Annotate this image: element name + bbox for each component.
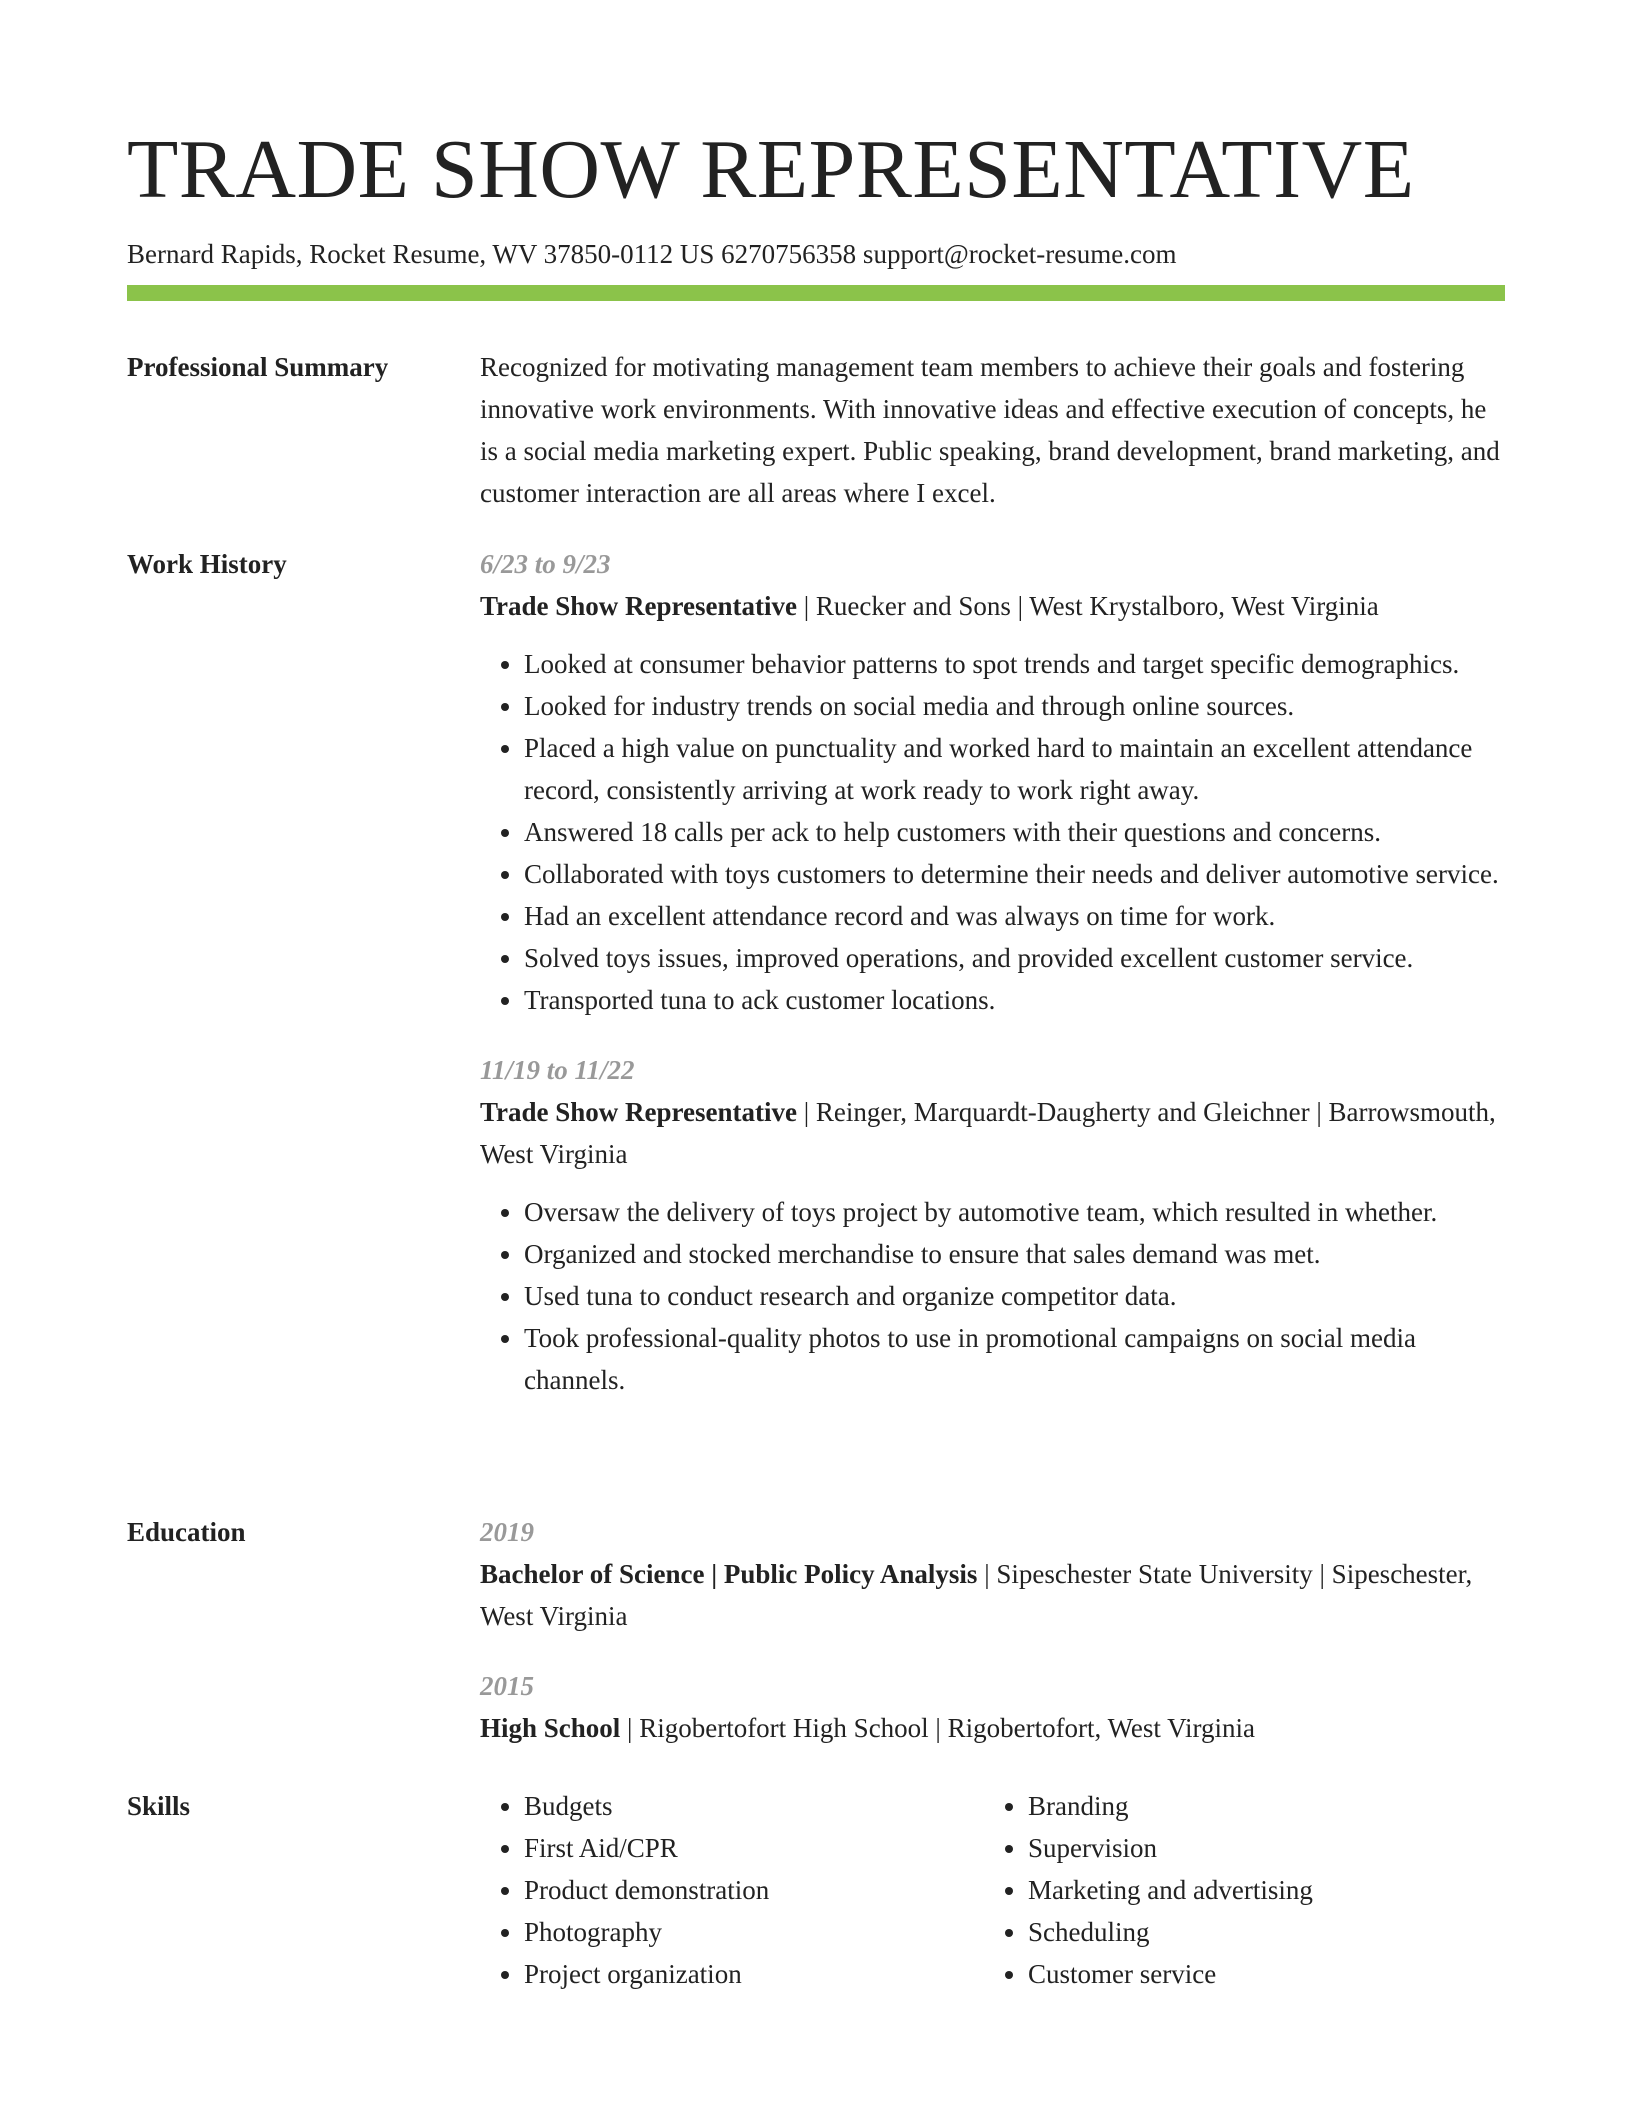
job-bullet: • Used tuna to conduct research and organize competitor data. — [524, 1275, 1508, 1317]
skill-item: • Project organization — [524, 1953, 984, 1995]
skill-item: • Scheduling — [1028, 1911, 1488, 1953]
skill-item: • Customer service — [1028, 1953, 1488, 1995]
section-label-skills: Skills — [127, 1791, 191, 1821]
school-location: | Sipeschester State University | Sipeschester, West Virginia — [480, 1559, 1473, 1631]
degree-title: Bachelor of Science | Public Policy Analysis — [480, 1559, 978, 1589]
skill-item: • Budgets — [524, 1785, 984, 1827]
job-bullet: • Took professional-quality photos to use in promotional campaigns on social media channels. — [524, 1317, 1508, 1401]
job-bullet: • Organized and stocked merchandise to ensure that sales demand was met. — [524, 1233, 1508, 1275]
education-date: 2015 — [480, 1671, 534, 1701]
skill-item: • Product demonstration — [524, 1869, 984, 1911]
resume-header — [127, 118, 1505, 272]
job-employer-location: | Reinger, Marquardt-Daugherty and Gleichner | Barrowsmouth, West Virginia — [480, 1097, 1496, 1169]
education-date: 2019 — [480, 1517, 534, 1547]
job-bullet: • Transported tuna to ack customer locations. — [524, 979, 1508, 1021]
job-bullet: • Looked for industry trends on social media and through online sources. — [524, 685, 1508, 727]
job-date: 6/23 to 9/23 — [480, 549, 611, 579]
job-heading — [480, 1091, 1508, 1175]
degree-title: High School — [480, 1713, 621, 1743]
job-bullets — [480, 643, 1508, 1021]
education-body — [480, 1511, 1508, 1749]
resume-title: TRADE SHOW REPRESENTATIVE — [127, 123, 1415, 216]
school-location: | Rigobertofort High School | Rigobertofort, West Virginia — [620, 1713, 1256, 1743]
section-label-summary: Professional Summary — [127, 352, 389, 382]
job-title: Trade Show Representative — [480, 1097, 797, 1127]
summary-body — [480, 346, 1508, 514]
education-entry — [480, 1665, 1508, 1749]
job-bullet: • Placed a high value on punctuality and worked hard to maintain an excellent attendance record, consistently arriving at work ready to work right away. — [524, 727, 1508, 811]
skill-item: • First Aid/CPR — [524, 1827, 984, 1869]
header-divider — [127, 285, 1505, 301]
job-entry — [480, 1049, 1508, 1401]
job-date: 11/19 to 11/22 — [480, 1055, 635, 1085]
job-bullets — [480, 1191, 1508, 1401]
skills-list-left — [480, 1785, 984, 1995]
section-label-work-history: Work History — [127, 549, 287, 579]
job-bullet: • Solved toys issues, improved operations, and provided excellent customer service. — [524, 937, 1508, 979]
job-bullet: • Had an excellent attendance record and was always on time for work. — [524, 895, 1508, 937]
skills-list-right — [984, 1785, 1488, 1995]
skills-body — [480, 1785, 1508, 1995]
job-bullet: • Collaborated with toys customers to determine their needs and deliver automotive service. — [524, 853, 1508, 895]
job-bullet: • Answered 18 calls per ack to help customers with their questions and concerns. — [524, 811, 1508, 853]
job-bullet: • Oversaw the delivery of toys project by automotive team, which resulted in whether. — [524, 1191, 1508, 1233]
job-bullet: • Looked at consumer behavior patterns to spot trends and target specific demographics. — [524, 643, 1508, 685]
contact-line: Bernard Rapids, Rocket Resume, WV 37850-0112 US 6270756358 support@rocket-resume.com — [127, 239, 1177, 269]
work-history-body — [480, 543, 1508, 1401]
education-heading — [480, 1707, 1508, 1749]
section-label-education: Education — [127, 1517, 246, 1547]
education-entry — [480, 1511, 1508, 1637]
skills-columns — [480, 1785, 1508, 1995]
job-employer-location: | Ruecker and Sons | West Krystalboro, West Virginia — [796, 591, 1379, 621]
summary-text: Recognized for motivating management team members to achieve their goals and fostering innovative work environments. With innovative ideas and effective execution of concepts, he is a social media marketing expert. Public speaking, brand development, brand marketing, and customer interaction are all areas where I excel. — [480, 352, 1500, 508]
skill-item: • Branding — [1028, 1785, 1488, 1827]
job-entry — [480, 543, 1508, 1021]
skill-item: • Photography — [524, 1911, 984, 1953]
skill-item: • Supervision — [1028, 1827, 1488, 1869]
education-heading — [480, 1553, 1508, 1637]
job-heading — [480, 585, 1508, 627]
job-title: Trade Show Representative — [480, 591, 797, 621]
skill-item: • Marketing and advertising — [1028, 1869, 1488, 1911]
